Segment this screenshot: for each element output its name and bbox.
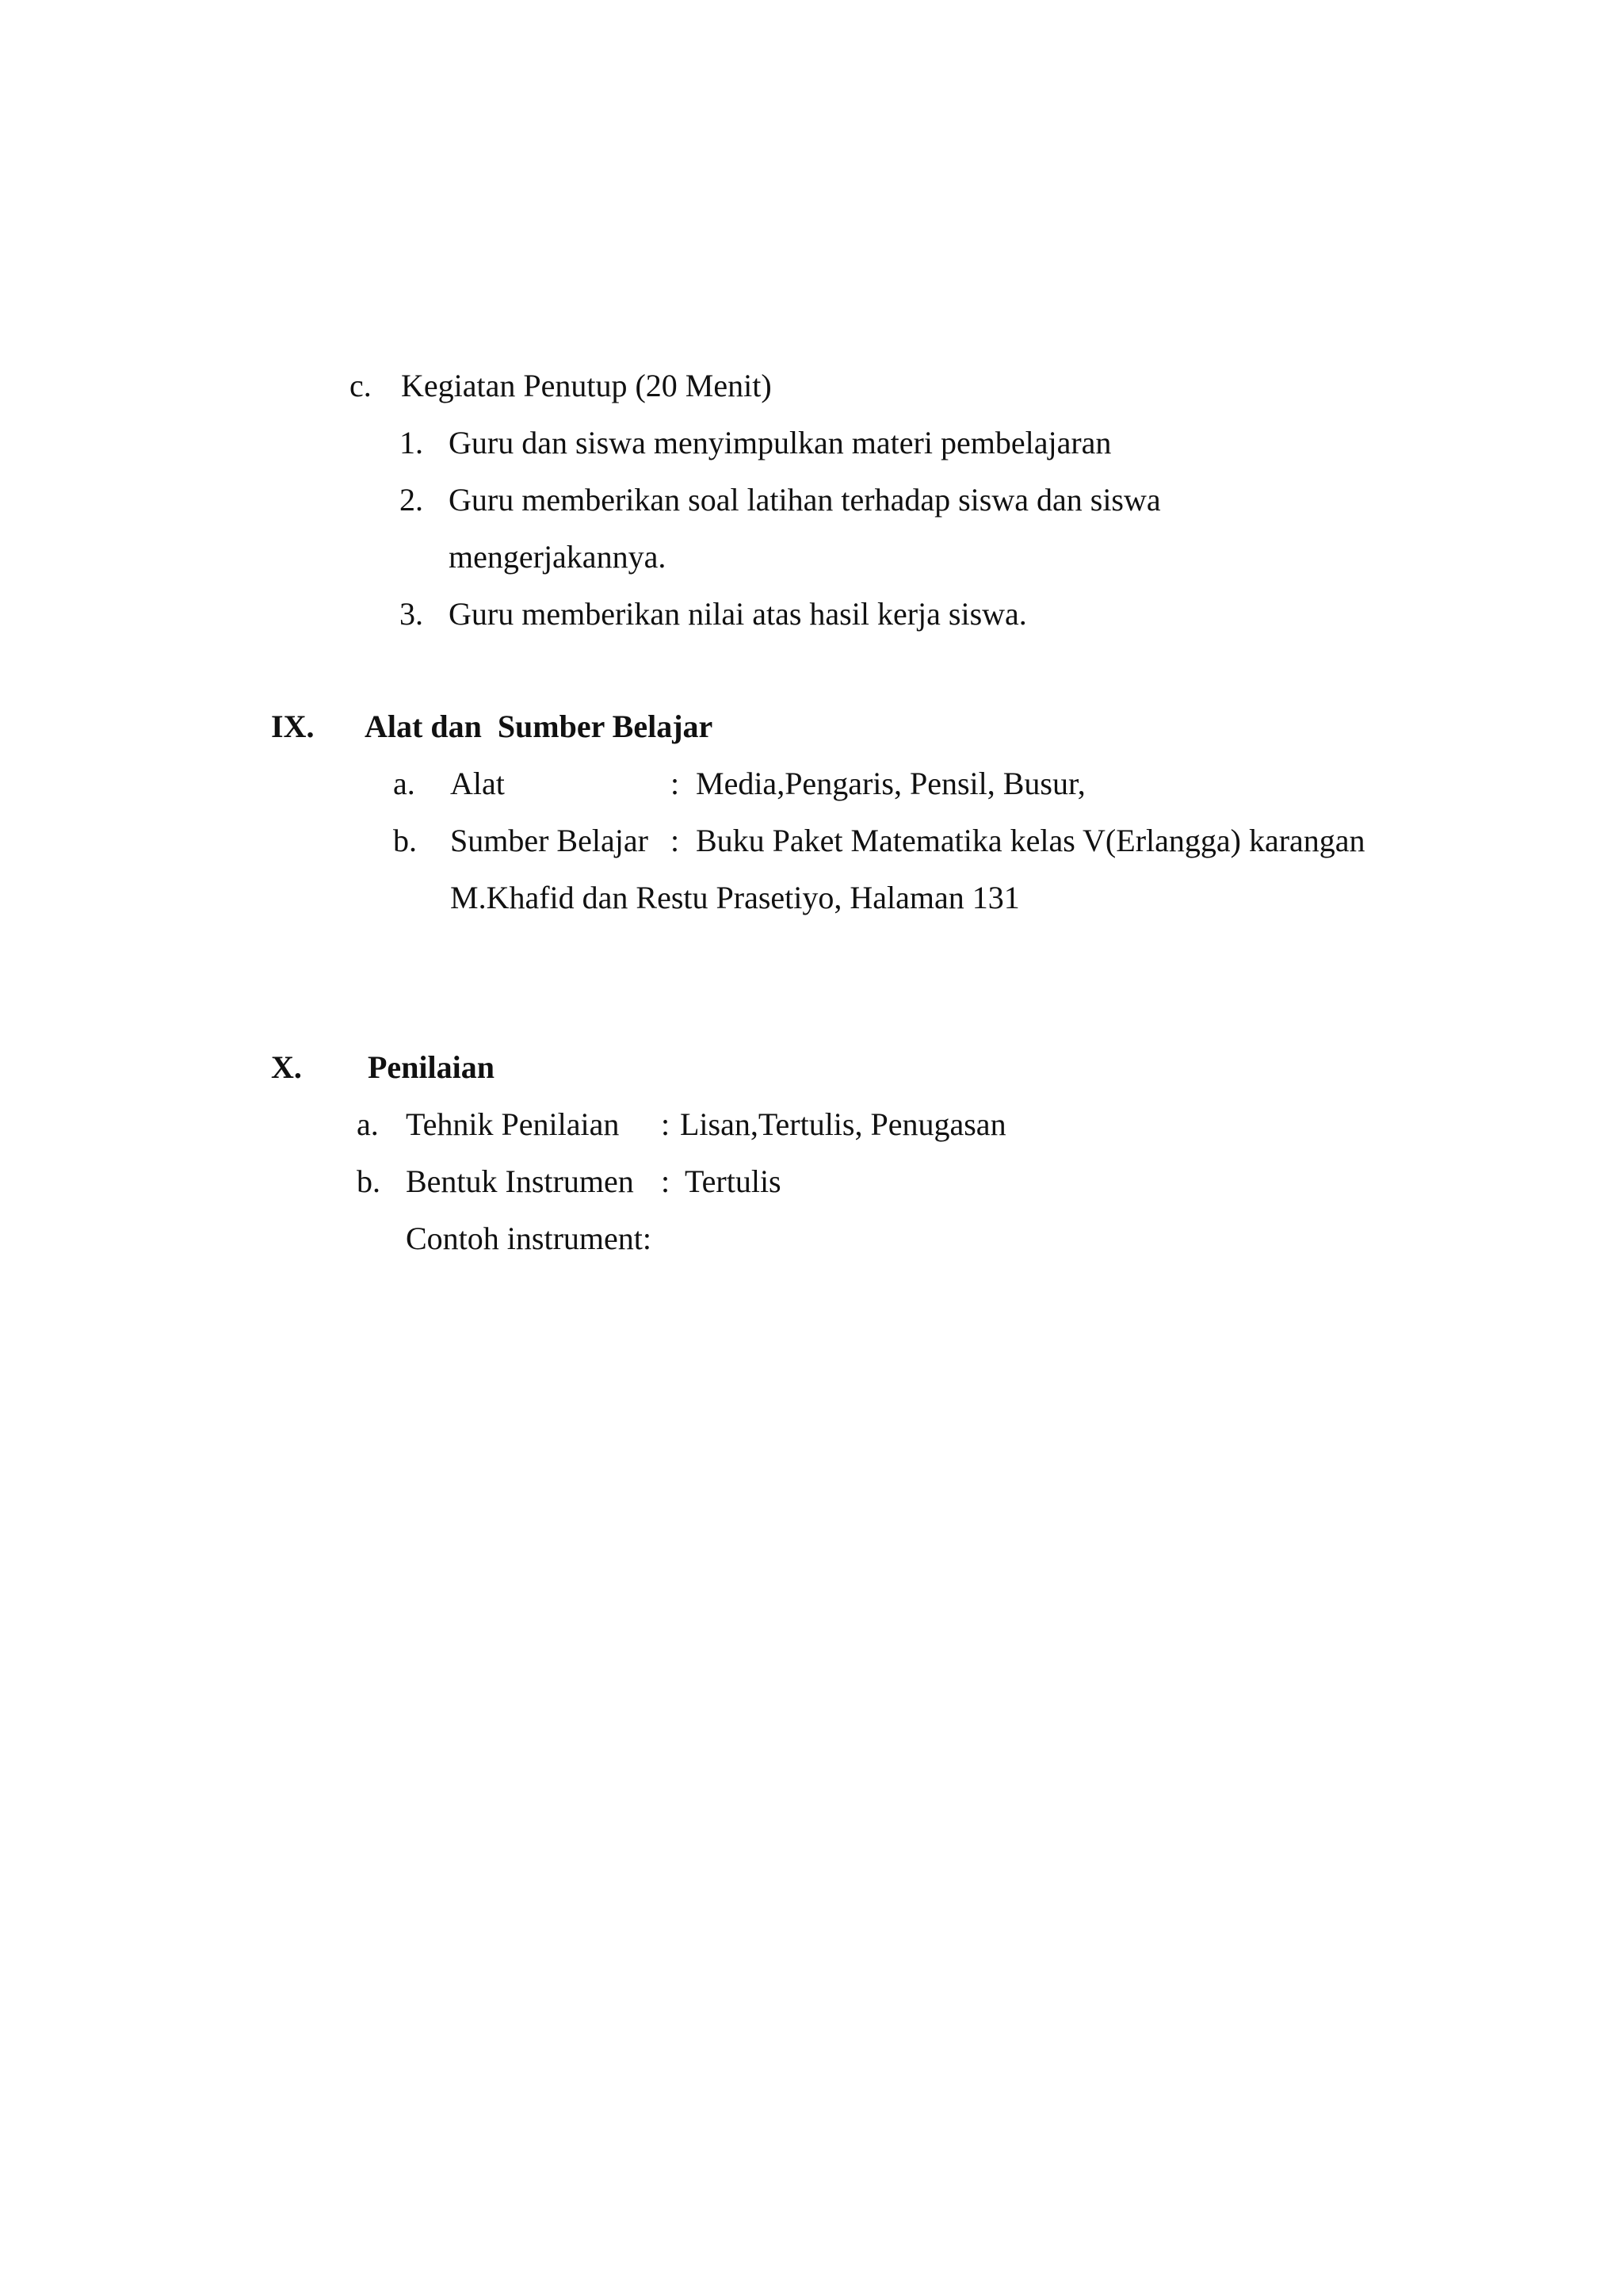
list-item-text: Guru dan siswa menyimpulkan materi pembelajaran <box>449 425 1112 460</box>
list-item-continuation: mengerjakannya. <box>449 539 666 575</box>
section-x-title: Penilaian <box>368 1049 495 1085</box>
field-value-continuation: M.Khafid dan Restu Prasetiyo, Halaman 131 <box>450 880 1020 915</box>
field-label: Bentuk Instrumen <box>406 1163 634 1199</box>
field-label: Alat <box>450 766 505 801</box>
list-item-number: 2. <box>399 482 423 518</box>
field-separator: : <box>661 1106 670 1142</box>
field-value: Tertulis <box>685 1163 781 1199</box>
list-item-marker: a. <box>393 766 415 801</box>
field-label: Tehnik Penilaian <box>406 1106 620 1142</box>
section-ix-numeral: IX. <box>271 709 315 744</box>
list-item-marker: a. <box>357 1106 379 1142</box>
field-separator: : <box>661 1163 670 1199</box>
field-value: Lisan,Tertulis, Penugasan <box>680 1106 1006 1142</box>
section-c-heading <box>349 367 372 405</box>
list-item-marker: b. <box>357 1163 380 1199</box>
section-x-numeral: X. <box>271 1049 302 1085</box>
list-item-number: 1. <box>399 425 423 460</box>
field-separator: : <box>670 766 680 801</box>
list-item-text: Guru memberikan nilai atas hasil kerja siswa. <box>449 596 1027 632</box>
section-ix-title: Alat dan Sumber Belajar <box>365 709 713 744</box>
instrument-example-note: Contoh instrument: <box>406 1221 651 1256</box>
list-item-marker: b. <box>393 823 417 858</box>
section-c-title: Kegiatan Penutup (20 Menit) <box>401 368 772 403</box>
list-item-number: 3. <box>399 596 423 632</box>
field-value: Buku Paket Matematika kelas V(Erlangga) karangan <box>696 823 1365 858</box>
section-c-marker: c. <box>349 368 372 403</box>
field-value: Media,Pengaris, Pensil, Busur, <box>696 766 1086 801</box>
field-label: Sumber Belajar <box>450 823 648 858</box>
field-separator: : <box>670 823 680 858</box>
list-item-text: Guru memberikan soal latihan terhadap siswa dan siswa <box>449 482 1161 518</box>
